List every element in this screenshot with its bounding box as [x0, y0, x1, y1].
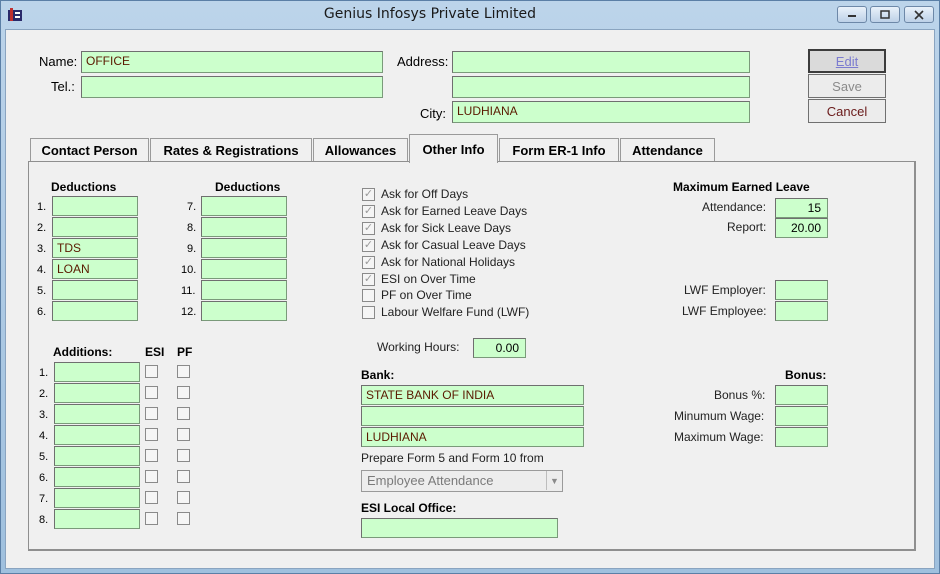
deduction-num: 6. [37, 306, 47, 318]
deduction-field-6[interactable] [52, 301, 138, 321]
min-wage-label: Minumum Wage: [674, 409, 765, 423]
bank-label: Bank: [361, 368, 395, 382]
report-label: Report: [727, 220, 767, 234]
working-hours-field[interactable]: 0.00 [473, 338, 526, 358]
addition-pf-checkbox-6[interactable] [177, 470, 190, 483]
deduction-num: 5. [37, 285, 47, 297]
deduction-field-7[interactable] [201, 196, 287, 216]
deduction-field-11[interactable] [201, 280, 287, 300]
deduction-num: 7. [187, 201, 197, 213]
deduction-field-5[interactable] [52, 280, 138, 300]
addition-num: 7. [39, 493, 49, 505]
addition-field-6[interactable] [54, 467, 140, 487]
name-label: Name: [39, 54, 78, 69]
national-holidays-checkbox[interactable] [362, 256, 375, 269]
tel-label: Tel.: [51, 79, 75, 94]
cancel-button[interactable]: Cancel [808, 99, 886, 123]
tab-other-info[interactable]: Other Info [409, 134, 498, 163]
addition-num: 4. [39, 430, 49, 442]
lwf-label: Labour Welfare Fund (LWF) [381, 305, 530, 319]
lwf-employee-field[interactable] [775, 301, 828, 321]
off-days-checkbox[interactable] [362, 188, 375, 201]
deduction-field-1[interactable] [52, 196, 138, 216]
addition-field-1[interactable] [54, 362, 140, 382]
deduction-field-3[interactable]: TDS [52, 238, 138, 258]
esi-local-office-label: ESI Local Office: [361, 501, 457, 515]
addition-field-4[interactable] [54, 425, 140, 445]
esi-header: ESI [145, 345, 165, 359]
deduction-field-2[interactable] [52, 217, 138, 237]
deduction-field-4[interactable]: LOAN [52, 259, 138, 279]
city-field[interactable]: LUDHIANA [452, 101, 750, 123]
city-label: City: [420, 106, 446, 121]
form-source-value: Employee Attendance [367, 473, 494, 488]
deduction-num: 9. [187, 243, 197, 255]
national-holidays-label: Ask for National Holidays [381, 255, 516, 269]
bonus-pct-field[interactable] [775, 385, 828, 405]
pf-overtime-label: PF on Over Time [381, 288, 472, 302]
form-source-select[interactable] [361, 470, 563, 492]
addition-pf-checkbox-8[interactable] [177, 512, 190, 525]
earned-leave-header: Maximum Earned Leave [673, 180, 810, 194]
addition-esi-checkbox-7[interactable] [145, 491, 158, 504]
bonus-pct-label: Bonus %: [714, 388, 766, 402]
deduction-num: 3. [37, 243, 47, 255]
deduction-num: 11. [181, 285, 196, 297]
addition-num: 2. [39, 388, 49, 400]
attendance-field[interactable]: 15 [775, 198, 828, 218]
maximize-icon [880, 10, 890, 19]
deductions-header-left: Deductions [51, 180, 117, 194]
max-wage-field[interactable] [775, 427, 828, 447]
deduction-field-8[interactable] [201, 217, 287, 237]
addition-pf-checkbox-2[interactable] [177, 386, 190, 399]
tab-form-er1-info[interactable]: Form ER-1 Info [499, 138, 619, 162]
name-field[interactable]: OFFICE [81, 51, 383, 73]
additions-header: Additions: [53, 345, 113, 359]
save-button[interactable]: Save [808, 74, 886, 98]
window-title: Genius Infosys Private Limited [323, 6, 537, 22]
minimize-icon [847, 12, 857, 18]
lwf-employee-label: LWF Employee: [682, 304, 767, 318]
addition-num: 8. [39, 514, 49, 526]
minimize-button[interactable] [837, 6, 867, 23]
addition-field-3[interactable] [54, 404, 140, 424]
attendance-label: Attendance: [702, 200, 767, 214]
lwf-employer-field[interactable] [775, 280, 828, 300]
addition-pf-checkbox-5[interactable] [177, 449, 190, 462]
addition-pf-checkbox-4[interactable] [177, 428, 190, 441]
sick-leave-label: Ask for Sick Leave Days [381, 221, 512, 235]
tab-allowances[interactable]: Allowances [313, 138, 408, 162]
addition-esi-checkbox-6[interactable] [145, 470, 158, 483]
addition-pf-checkbox-1[interactable] [177, 365, 190, 378]
bonus-header: Bonus: [785, 368, 827, 382]
esi-local-office-field[interactable] [361, 518, 558, 538]
pf-header: PF [177, 345, 193, 359]
tab-attendance[interactable]: Attendance [620, 138, 715, 162]
edit-button[interactable]: Edit [808, 49, 886, 73]
address-line2-field[interactable] [452, 76, 750, 98]
deduction-num: 2. [37, 222, 47, 234]
close-icon [914, 10, 924, 20]
min-wage-field[interactable] [775, 406, 828, 426]
addition-esi-checkbox-5[interactable] [145, 449, 158, 462]
addition-esi-checkbox-3[interactable] [145, 407, 158, 420]
address-line1-field[interactable] [452, 51, 750, 73]
lwf-checkbox[interactable] [362, 306, 375, 319]
addition-pf-checkbox-7[interactable] [177, 491, 190, 504]
deductions-header-right: Deductions [215, 180, 281, 194]
chevron-down-icon[interactable]: ▼ [546, 471, 562, 490]
addition-pf-checkbox-3[interactable] [177, 407, 190, 420]
bank-line1-field[interactable]: STATE BANK OF INDIA [361, 385, 584, 405]
bank-line3-field[interactable]: LUDHIANA [361, 427, 584, 447]
deduction-num: 8. [187, 222, 197, 234]
max-wage-label: Maximum Wage: [674, 430, 764, 444]
earned-leave-checkbox[interactable] [362, 205, 375, 218]
addition-num: 6. [39, 472, 49, 484]
deduction-num: 10. [181, 264, 197, 276]
off-days-label: Ask for Off Days [381, 187, 469, 201]
casual-leave-label: Ask for Casual Leave Days [381, 238, 526, 252]
sick-leave-checkbox[interactable] [362, 222, 375, 235]
esi-overtime-label: ESI on Over Time [381, 272, 476, 286]
deduction-field-10[interactable] [201, 259, 287, 279]
esi-overtime-checkbox[interactable] [362, 273, 375, 286]
addition-field-8[interactable] [54, 509, 140, 529]
addition-num: 1. [39, 367, 49, 379]
report-field[interactable]: 20.00 [775, 218, 828, 238]
addition-esi-checkbox-4[interactable] [145, 428, 158, 441]
addition-num: 5. [39, 451, 49, 463]
tab-contact-person[interactable]: Contact Person [30, 138, 149, 162]
tel-field[interactable] [81, 76, 383, 98]
maximize-button[interactable] [870, 6, 900, 23]
addition-esi-checkbox-1[interactable] [145, 365, 158, 378]
addition-field-7[interactable] [54, 488, 140, 508]
tab-rates-registrations[interactable]: Rates & Registrations [150, 138, 312, 162]
addition-num: 3. [39, 409, 49, 421]
earned-leave-label: Ask for Earned Leave Days [381, 204, 528, 218]
casual-leave-checkbox[interactable] [362, 239, 375, 252]
address-label: Address: [397, 54, 449, 69]
addition-field-2[interactable] [54, 383, 140, 403]
deduction-num: 1. [37, 201, 47, 213]
addition-esi-checkbox-2[interactable] [145, 386, 158, 399]
deduction-num: 12. [181, 306, 197, 318]
pf-overtime-checkbox[interactable] [362, 289, 375, 302]
title-bar [1, 1, 939, 29]
addition-field-5[interactable] [54, 446, 140, 466]
close-button[interactable] [904, 6, 934, 23]
deduction-field-12[interactable] [201, 301, 287, 321]
form5-form10-label: Prepare Form 5 and Form 10 from [361, 451, 544, 465]
deduction-field-9[interactable] [201, 238, 287, 258]
bank-line2-field[interactable] [361, 406, 584, 426]
working-hours-label: Working Hours: [377, 340, 460, 354]
lwf-employer-label: LWF Employer: [684, 283, 766, 297]
addition-esi-checkbox-8[interactable] [145, 512, 158, 525]
deduction-num: 4. [37, 264, 47, 276]
